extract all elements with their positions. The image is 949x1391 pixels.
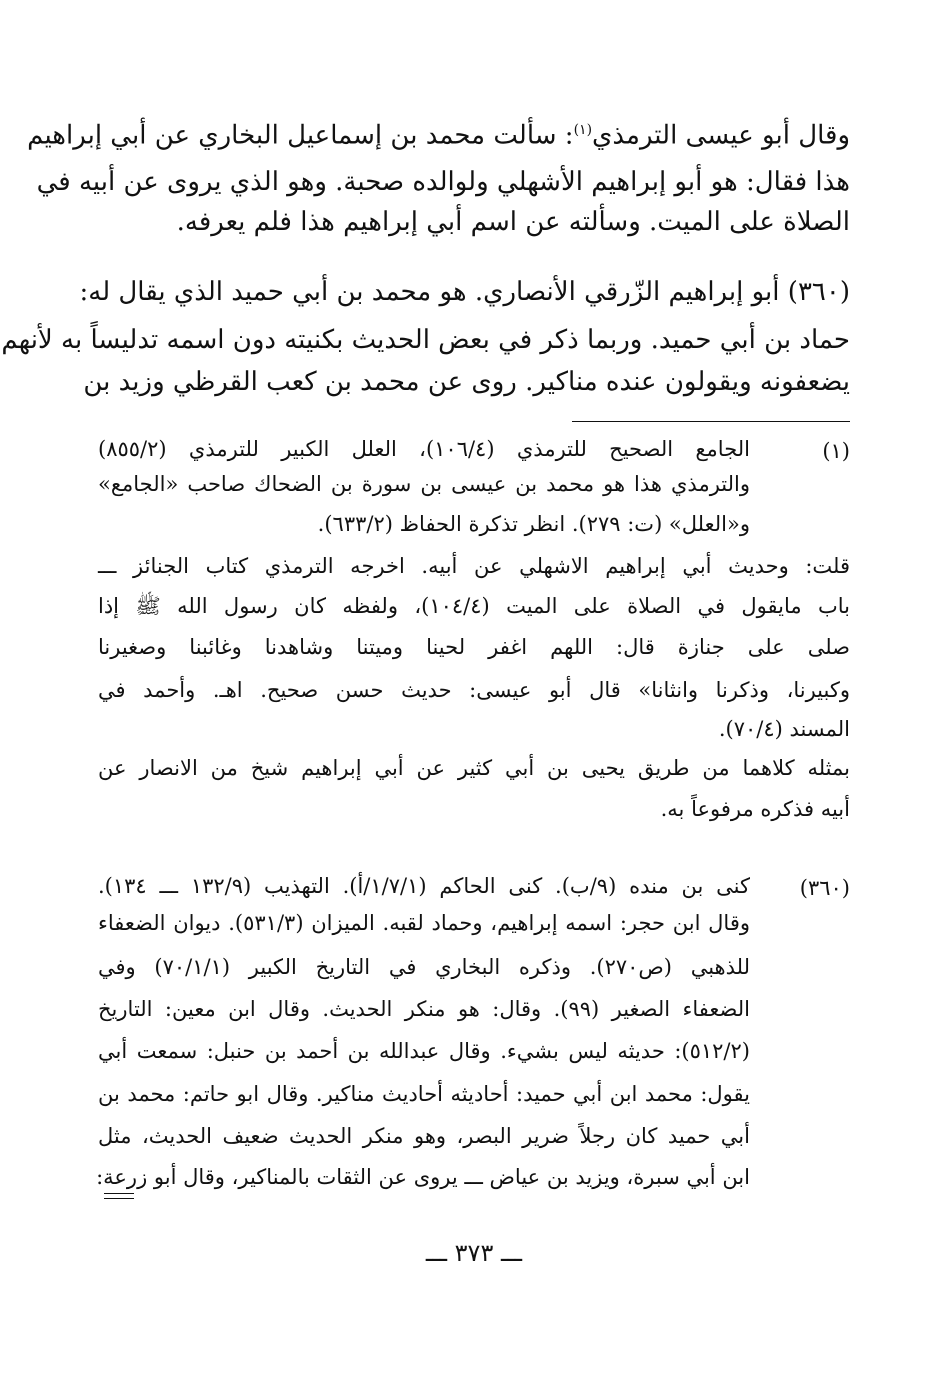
footnote-line: كنى بن منده (٩/ب). كنى الحاكم (١/٧/١/أ). التهذيب (١٣٢/٩ ـــ ١٣٤).	[98, 874, 751, 898]
footnote-line: الجامع الصحيح للترمذي (١٠٦/٤)، العلل الكبير للترمذي (٨٥٥/٢)	[98, 437, 750, 461]
main-line: هذا فقال: هو أبو إبراهيم الأشهلي ولوالده صحبة. وهو الذي يروى عن أبيه في	[36, 167, 850, 197]
footnote-line: أبي حميد كان رجلاً ضرير البصر، وهو منكر الحديث ضعيف الحديث، مثل	[98, 1124, 750, 1148]
footnote-line: وقال ابن حجر: اسمه إبراهيم، وحماد لقبه. الميزان (٥٣١/٣). ديوان الضعفاء	[98, 911, 750, 935]
footnote-line: باب مايقول في الصلاة على الميت (١٠٤/٤)، ولفظه كان رسول الله ﷺ إذا	[98, 594, 850, 618]
footnote-line: وكبيرنا، وذكرنا وانثانا» قال أبو عيسى: حديث حسن صحيح. اهـ. وأحمد في	[98, 678, 850, 702]
main-line: الصلاة على الميت. وسألته عن اسم أبي إبراهيم هذا فلم يعرفه.	[176, 207, 850, 237]
footnote-line: يقول: محمد ابن أبي حميد: أحاديثه أحاديث مناكير. وقال ابو حاتم: محمد بن	[98, 1082, 750, 1106]
footnote-line: صلى على جنازة قال: اللهم اغفر لحينا وميتنا وشاهدنا وغائبنا وصغيرنا	[98, 635, 850, 659]
book-page	[1, 0, 850, 1391]
footnote-line: للذهبي (ص٢٧٠). وذكره البخاري في التاريخ الكبير (٧٠/١/١) وفي	[98, 955, 750, 979]
footnote-line: ابن أبي سبرة، ويزيد بن عياض ـــ يروى عن الثقات بالمناكير، وقال أبو زرعة:	[96, 1165, 750, 1189]
page-number: ـــ ٣٧٣ ـــ	[425, 1239, 523, 1267]
main-line: وقال أبو عيسى الترمذي$^{(١)}$: سألت محمد بن إسماعيل البخاري عن أبي إبراهيم	[27, 120, 850, 151]
main-line: حماد بن أبي حميد. وربما ذكر في بعض الحديث بكنيته دون اسمه تدليساً به لأنهم	[1, 325, 850, 355]
footnote-separator	[572, 421, 850, 422]
footnote-number: (٣٦٠)	[799, 876, 850, 900]
footnote-line: قلت: وحديث أبي إبراهيم الاشهلي عن أبيه. اخرجه الترمذي كتاب الجنائز ـــ	[98, 554, 850, 578]
footnote-line: الضعفاء الصغير (٩٩). وقال: هو منكر الحديث. وقال ابن معين: التاريخ	[98, 997, 750, 1021]
footnote-line: المسند (٧٠/٤).	[718, 717, 850, 741]
main-line: يضعفونه ويقولون عنده مناكير. روى عن محمد بن كعب القرظي وزيد بن	[83, 367, 850, 397]
continuation-mark	[104, 1193, 134, 1199]
footnote-ref: (١)	[573, 122, 593, 138]
footnote-number: (١)	[822, 439, 850, 463]
footnote-line: (٥١٢/٢): حديثه ليس بشيء. وقال عبدالله بن أحمد بن حنبل: سمعت أبي	[98, 1039, 750, 1063]
footnote-line: بمثله كلاهما من طريق يحيى بن أبي كثير عن أبي إبراهيم شيخ من الانصار عن	[98, 756, 850, 780]
footnote-line: أبيه فذكره مرفوعاً به.	[660, 797, 850, 821]
main-line: (٣٦٠) أبو إبراهيم الزّرقي الأنصاري. هو محمد بن أبي حميد الذي يقال له:	[79, 277, 850, 307]
footnote-line: والترمذي هذا هو محمد بن عيسى بن سورة بن الضحاك صاحب «الجامع»	[98, 472, 750, 496]
footnote-line: و«العلل» (ت: ٢٧٩). انظر تذكرة الحفاظ (٦٣٣/٢).	[317, 512, 750, 536]
